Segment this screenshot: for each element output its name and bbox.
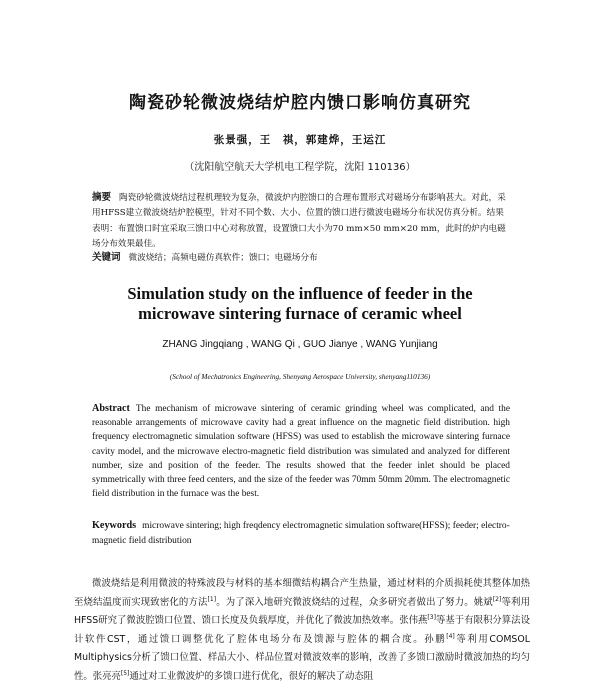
english-title-line-1: Simulation study on the influence of feeder in the (127, 284, 473, 303)
chinese-title: 陶瓷砂轮微波烧结炉腔内馈口影响仿真研究 (129, 93, 471, 113)
citation-3: [3] (427, 614, 436, 622)
body-text-part-1: 微波烧结是利用微波的特殊波段与材料的基本细微结构耦合产生热量，通过材料的介质损耗使其整体加热至烧结温度而实现致密化的方法 (74, 578, 530, 608)
english-abstract-text: The mechanism of microwave sintering of ceramic grinding wheel was complicated, and the reasonable arrangements of microwave cavity had a great influence on the magnetic field distribution. high frequency electromagnetic simulation software (HFSS) was used to establish the microwave sintering furnace cavity model, and the microwave electro-magnetic field distribution was simulated and analyzed for different number, size and position of the feeder. The results showed that the feeder inlet should be placed symmetrically with three feed centers, and the size of the feeder was 70mm 50mm 20mm. The electromagnetic field distribution in the furnace was the best. (92, 404, 510, 500)
citation-4: [4] (446, 632, 455, 640)
body-text-part-6: 通过对工业微波炉的多馈口进行优化，很好的解决了动态阻 (129, 670, 374, 682)
introduction-paragraph (74, 575, 530, 687)
body-text-part-4: 等基于有限积分算法设计软件CST，通过馈口调整优化了腔体电场分布及馈源与腔体的耦合度。孙鹏 (74, 615, 530, 645)
body-text-part-2: 。为了深入地研究微波烧结的过程，众多研究者做出了努力。姚斌 (216, 596, 493, 608)
english-keywords (92, 519, 510, 548)
chinese-keywords-text: 微波烧结；高频电磁仿真软件；馈口；电磁场分布 (128, 253, 318, 263)
english-abstract (92, 402, 510, 501)
english-title (0, 284, 600, 324)
english-keywords-text: microwave sintering; high freqdency electromagnetic simulation software(HFSS); feeder; electro-magnetic field distribution (92, 521, 510, 546)
english-abstract-label: Abstract (92, 403, 130, 414)
chinese-affiliation: （沈阳航空航天大学机电工程学院，沈阳 110136） (184, 162, 416, 173)
english-keywords-label: Keywords (92, 520, 137, 531)
chinese-authors: 张景强，王 祺，郭建烨，王运江 (213, 134, 387, 146)
english-title-line-2: microwave sintering furnace of ceramic wheel (138, 304, 462, 323)
chinese-abstract-label: 摘要 (92, 192, 112, 203)
chinese-abstract (92, 190, 510, 253)
chinese-keywords (92, 250, 510, 266)
body-text-part-3: 等利用HFSS研究了微波腔馈口位置、馈口长度及负载厚度，并优化了微波加热效率。张伟燕 (74, 596, 530, 627)
body-text-part-5: 等利用COMSOL Multiphysics分析了馈口位置、样品大小、样品位置对微波效率的影响，改善了多馈口激励时微波加热的均匀性。张亮亮 (74, 633, 530, 682)
chinese-abstract-text: 陶瓷砂轮微波烧结过程机理较为复杂，微波炉内腔馈口的合理布置形式对磁场分布影响甚大。对此，采用HFSS建立微波烧结炉腔模型，针对不同个数、大小、位置的馈口进行微波电磁场分布状况仿真分析。结果表明：布置馈口时宜采取三馈口中心对称放置，设置馈口大小为70 mm×50 mm×20 mm，此时的炉内电磁场分布效果最佳。 (92, 193, 506, 250)
citation-2: [2] (492, 595, 502, 603)
citation-5: [5] (120, 669, 130, 677)
english-authors: ZHANG Jingqiang , WANG Qi , GUO Jianye , WANG Yunjiang (162, 339, 438, 350)
chinese-keywords-label: 关键词 (92, 252, 121, 263)
citation-1: [1] (207, 595, 217, 603)
english-affiliation: (School of Mechatronics Engineering, Shenyang Aerospace University, shenyang110136) (169, 372, 431, 381)
